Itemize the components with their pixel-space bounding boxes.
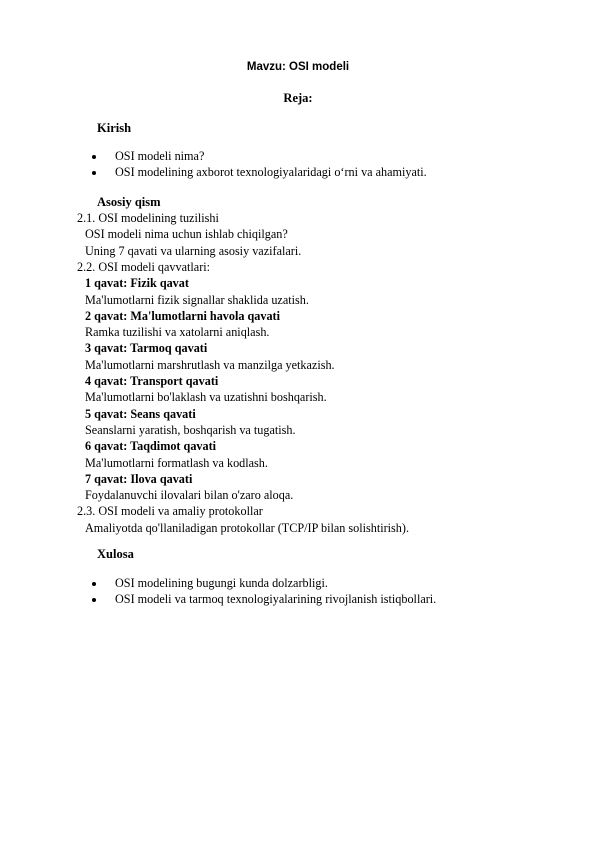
outline-text-line: Ramka tuzilishi va xatolarni aniqlash.: [85, 325, 270, 340]
outline-layer-title: 7 qavat: Ilova qavati: [85, 471, 193, 486]
outline-text-line: OSI modeli nima uchun ishlab chiqilgan?: [85, 227, 288, 242]
outline-text-line: Uning 7 qavati va ularning asosiy vazifalari.: [85, 243, 302, 258]
plan-heading: Reja:: [283, 91, 313, 105]
outline-text-line: Amaliyotda qo'llaniladigan protokollar (TCP/IP bilan solishtirish).: [85, 520, 409, 535]
outline-text-line: Ma'lumotlarni fizik signallar shaklida uzatish.: [85, 292, 309, 307]
outline-layer-title: 4 qavat: Transport qavati: [85, 374, 219, 388]
outline-section-line: 2.3. OSI modeli va amaliy protokollar: [77, 504, 263, 519]
outline-text-line: Ma'lumotlarni marshrutlash va manzilga yetkazish.: [85, 357, 335, 372]
intro-heading: Kirish: [97, 121, 132, 135]
outline-section-line: 2.1. OSI modelining tuzilishi: [77, 211, 219, 225]
bullet-dot-icon: [92, 582, 96, 586]
outline-layer-title: 2 qavat: Ma'lumotlarni havola qavati: [85, 308, 281, 323]
conclusion-heading: Xulosa: [97, 547, 134, 561]
outline-text-line: Foydalanuvchi ilovalari bilan o'zaro aloqa.: [85, 488, 294, 503]
outline-layer-title: 5 qavat: Seans qavati: [85, 406, 196, 421]
outline-text-line: Seanslarni yaratish, boshqarish va tugatish.: [85, 422, 296, 437]
bullet-dot-icon: [92, 155, 96, 159]
document-title: Mavzu: OSI modeli: [246, 61, 350, 73]
document-page: Mavzu: OSI modeli Reja: Kirish OSI modeli nima? OSI modelining axborot texnologiyalaridagi o‘rni va ahamiyati. Asosiy qism 2.1. OSI modelining tuzilishi OSI modeli nima uchun ishlab chiqilgan? Uning 7 qavati va ularning asosiy vazifalari. 2.2. OSI modeli qavvatlari: 1 qavat: Fizik qavat Ma'lumotlarni fizik signallar shaklida uzatish. 2 qavat: Ma'lumotlarni havola qavati Ramka tuzilishi va xatolarni aniqlash. 3 qavat: Tarmoq qavati Ma'lumotlarni marshrutlash va manzilga yetkazish. 4 qavat: Transport qavati Ma'lumotlarni bo'laklash va uzatishni boshqarish. 5 qavat: Seans qavati Seanslarni yaratish, boshqarish va tugatish. 6 qavat: Taqdimot qavati Ma'lumotlarni formatlash va kodlash. 7 qavat: Ilova qavati Foydalanuvchi ilovalari bilan o'zaro aloqa. 2.3. OSI modeli va amaliy protokollar Amaliyotda qo'llaniladigan protokollar (TCP/IP bilan solishtirish). Xulosa OSI modelining bugungi kunda dolzarbligi. OSI modeli va tarmoq texnologiyalarining rivojlanish istiqbollari.: [0, 0, 596, 842]
outline-text-line: Ma'lumotlarni formatlash va kodlash.: [85, 455, 268, 470]
outline-layer-title: 3 qavat: Tarmoq qavati: [85, 341, 208, 356]
outline-section-line: 2.2. OSI modeli qavvatlari:: [77, 259, 211, 274]
outline-layer-title: 6 qavat: Taqdimot qavati: [85, 439, 217, 454]
outline-layer-title: 1 qavat: Fizik qavat: [85, 276, 189, 291]
bullet-dot-icon: [92, 171, 96, 175]
main-heading: Asosiy qism: [97, 195, 161, 209]
outline-text-line: Ma'lumotlarni bo'laklash va uzatishni boshqarish.: [85, 390, 327, 405]
bullet-dot-icon: [92, 598, 96, 602]
